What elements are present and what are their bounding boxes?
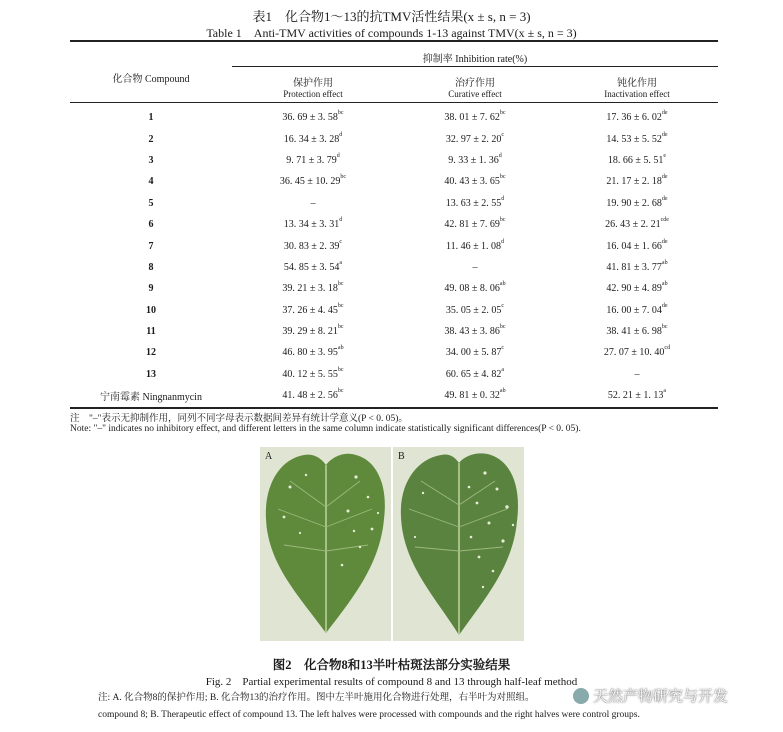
inactivation-cell-value: 27. 07 ± 10. 40 — [603, 347, 665, 359]
curative-cell-value: 49. 81 ± 0. 32 — [444, 390, 500, 402]
protection-cell-significance: d — [339, 131, 343, 138]
compound-cell — [70, 385, 232, 406]
curative-cell — [394, 278, 556, 299]
curative-header-en: Curative effect — [448, 89, 502, 99]
inactivation-cell-value: 26. 43 ± 2. 21 — [605, 219, 661, 231]
inactivation-cell-value: 18. 66 ± 5. 51 — [607, 154, 664, 166]
curative-cell-value: 35. 05 ± 2. 05 — [445, 304, 502, 316]
inactivation-cell-value: 16. 00 ± 7. 04 — [606, 304, 662, 316]
curative-cell — [394, 342, 556, 363]
protection-cell — [232, 257, 394, 278]
protection-cell-value: 39. 29 ± 8. 21 — [282, 326, 338, 338]
inactivation-cell-significance: de — [661, 238, 668, 245]
leaf-b-drawing — [393, 447, 524, 641]
inactivation-cell — [556, 385, 718, 406]
protection-cell-significance: bc — [337, 281, 344, 288]
curative-cell — [394, 321, 556, 342]
table-caption-cn: 表1 化合物1～13的抗TMV活性结果(x ± s, n = 3) — [252, 9, 531, 24]
inactivation-cell-value: 38. 41 ± 6. 98 — [606, 326, 662, 338]
inactivation-cell — [556, 128, 718, 149]
table-row — [70, 235, 718, 256]
protection-cell-value: – — [310, 197, 316, 209]
inactivation-cell-value: 52. 21 ± 1. 13 — [607, 390, 664, 402]
protection-cell-value: 30. 83 ± 2. 39 — [283, 240, 340, 252]
compound-cell — [70, 193, 232, 214]
figure-note-cn: 注: A. 化合物8的保护作用; B. 化合物13的治疗作用。图中左半叶施用化合物进行处理，右半叶为对照组。 — [98, 693, 535, 703]
table-body — [70, 107, 718, 406]
panel-a-label: A — [265, 451, 273, 462]
curative-cell-value: 13. 63 ± 2. 55 — [445, 197, 502, 209]
curative-cell — [394, 235, 556, 256]
table-row — [70, 385, 718, 406]
watermark: 天然产物研究与开发 — [593, 687, 729, 705]
curative-cell-significance: bc — [499, 110, 506, 117]
protection-cell — [232, 235, 394, 256]
protection-cell-value: 36. 69 ± 3. 58 — [282, 112, 338, 124]
curative-cell-significance: d — [501, 238, 505, 245]
protection-cell-value: 40. 12 ± 5. 55 — [282, 368, 338, 380]
curative-cell — [394, 364, 556, 385]
curative-cell-value: 38. 43 ± 3. 86 — [444, 326, 500, 338]
protection-header-en: Protection effect — [283, 89, 343, 99]
protection-cell — [232, 193, 394, 214]
compound-cell-value: 8 — [148, 261, 154, 273]
protection-cell — [232, 150, 394, 171]
curative-header-cn: 治疗作用 — [455, 78, 495, 89]
protection-cell-significance: bc — [337, 388, 344, 395]
table-top-rule — [70, 40, 718, 42]
inactivation-cell-significance: de — [661, 302, 668, 309]
compound-cell — [70, 235, 232, 256]
inactivation-cell-value: 17. 36 ± 6. 02 — [606, 112, 662, 124]
compound-cell-value: 7 — [148, 240, 154, 252]
inactivation-cell — [556, 321, 718, 342]
inactivation-cell — [556, 150, 718, 171]
inactivation-cell — [556, 364, 718, 385]
table-row — [70, 150, 718, 171]
table-note-cn: 注 "–"表示无抑制作用，同列不同字母表示数据间差异有统计学意义(P < 0. 05)。 — [70, 414, 408, 424]
curative-cell — [394, 128, 556, 149]
table-row — [70, 278, 718, 299]
protection-cell-value: 9. 71 ± 3. 79 — [286, 154, 337, 166]
figure-caption-en: Fig. 2 Partial experimental results of compound 8 and 13 through half-leaf method — [205, 676, 578, 688]
table-caption-en: Table 1 Anti-TMV activities of compounds 1-13 against TMV(x ± s, n = 3) — [206, 26, 577, 40]
protection-cell — [232, 171, 394, 192]
inactivation-cell — [556, 107, 718, 128]
inactivation-cell-significance: cd — [664, 345, 671, 352]
inactivation-cell-significance: ab — [661, 259, 668, 266]
curative-cell-significance: c — [501, 302, 505, 309]
table-row — [70, 364, 718, 385]
table-row — [70, 214, 718, 235]
protection-cell-value: 36. 45 ± 10. 29 — [279, 176, 341, 188]
compound-cell-value: 6 — [148, 219, 154, 231]
compound-cell-value: 11 — [146, 326, 156, 338]
compound-cell — [70, 364, 232, 385]
figure-note-en: compound 8; B. Therapeutic effect of compound 13. The left halves were processed with compounds and the right halves were control groups. — [98, 710, 640, 720]
protection-cell-significance: ab — [337, 345, 344, 352]
curative-cell-value: 32. 97 ± 2. 20 — [445, 133, 502, 145]
inactivation-cell-value: 41. 81 ± 3. 77 — [606, 261, 662, 273]
inactivation-cell — [556, 235, 718, 256]
inactivation-cell — [556, 257, 718, 278]
compound-cell — [70, 128, 232, 149]
protection-cell-value: 41. 48 ± 2. 56 — [282, 390, 338, 402]
table-bottom-rule — [70, 407, 718, 409]
inhibition-rate-header: 抑制率 Inhibition rate(%) — [422, 54, 528, 65]
compound-cell — [70, 214, 232, 235]
protection-cell-significance: bc — [337, 302, 344, 309]
compound-cell — [70, 278, 232, 299]
compound-cell — [70, 150, 232, 171]
curative-cell-value: 42. 81 ± 7. 69 — [444, 219, 500, 231]
inactivation-cell — [556, 171, 718, 192]
curative-cell-value: 11. 46 ± 1. 08 — [445, 240, 502, 252]
protection-cell-significance: a — [339, 259, 343, 266]
protection-header-cn: 保护作用 — [293, 78, 333, 89]
inactivation-cell-significance: de — [661, 131, 668, 138]
compound-cell-value: 4 — [148, 176, 154, 188]
table-note-en: Note: "–" indicates no inhibitory effect, and different letters in the same column indicate statistically significant differences(P < 0. 05). — [70, 424, 581, 434]
curative-cell-value: 34. 00 ± 5. 87 — [445, 347, 502, 359]
inactivation-cell — [556, 300, 718, 321]
curative-cell-significance: ab — [499, 281, 506, 288]
curative-cell-value: 49. 08 ± 8. 06 — [444, 283, 500, 295]
inactivation-cell-value: 14. 53 ± 5. 52 — [606, 133, 662, 145]
compound-cell-value: 9 — [148, 283, 154, 295]
inactivation-cell-significance: de — [661, 110, 668, 117]
inactivation-cell-value: – — [634, 368, 640, 380]
protection-cell-value: 13. 34 ± 3. 31 — [283, 219, 340, 231]
compound-cell — [70, 171, 232, 192]
protection-cell-significance: bc — [337, 324, 344, 331]
inactivation-cell-significance: de — [661, 195, 668, 202]
curative-cell-value: – — [472, 261, 478, 273]
curative-cell — [394, 257, 556, 278]
protection-cell — [232, 300, 394, 321]
curative-cell-value: 60. 65 ± 4. 82 — [445, 368, 502, 380]
protection-cell — [232, 385, 394, 406]
protection-cell — [232, 107, 394, 128]
leaf-photo-b — [393, 447, 524, 641]
curative-cell — [394, 300, 556, 321]
curative-cell-significance: bc — [499, 174, 506, 181]
table-row — [70, 342, 718, 363]
watermark-logo-icon — [573, 688, 589, 704]
compound-cell — [70, 107, 232, 128]
compound-cell-value: 3 — [148, 154, 154, 166]
table-row — [70, 300, 718, 321]
protection-cell-value: 39. 21 ± 3. 18 — [282, 283, 338, 295]
curative-cell — [394, 385, 556, 406]
inactivation-cell-significance: e — [663, 152, 667, 159]
curative-cell — [394, 193, 556, 214]
inactivation-cell-significance: de — [661, 174, 668, 181]
inactivation-cell-value: 16. 04 ± 1. 66 — [606, 240, 662, 252]
protection-cell — [232, 214, 394, 235]
protection-cell — [232, 364, 394, 385]
table-row — [70, 257, 718, 278]
curative-cell-significance: c — [501, 131, 505, 138]
activity-table — [70, 107, 718, 406]
header-bottom-rule — [70, 102, 718, 103]
protection-cell-value: 46. 80 ± 3. 95 — [282, 347, 338, 359]
table-row — [70, 321, 718, 342]
curative-cell-significance: a — [501, 366, 505, 373]
leaf-a-drawing — [260, 447, 391, 641]
curative-cell — [394, 171, 556, 192]
table-row — [70, 128, 718, 149]
protection-cell-significance: bc — [337, 110, 344, 117]
curative-cell — [394, 214, 556, 235]
compound-cell-value: 5 — [148, 197, 154, 209]
inactivation-cell-significance: a — [663, 388, 667, 395]
table-row — [70, 171, 718, 192]
curative-cell-significance: c — [501, 345, 505, 352]
curative-cell-significance: bc — [499, 324, 506, 331]
curative-cell-significance: ab — [499, 388, 506, 395]
inactivation-cell-significance: ab — [661, 281, 668, 288]
inactivation-cell-significance: cde — [660, 217, 669, 224]
curative-cell — [394, 150, 556, 171]
protection-cell — [232, 128, 394, 149]
compound-cell-value: 13 — [146, 368, 156, 380]
compound-cell-value: 1 — [148, 112, 154, 124]
figure-caption-cn: 图2 化合物8和13半叶枯斑法部分实验结果 — [272, 658, 511, 672]
inactivation-cell — [556, 342, 718, 363]
table-row — [70, 107, 718, 128]
protection-cell — [232, 342, 394, 363]
curative-cell-significance: bc — [499, 217, 506, 224]
table-row — [70, 193, 718, 214]
inactivation-cell-significance: bc — [661, 324, 668, 331]
compound-cell-value: 2 — [148, 133, 154, 145]
protection-cell-value: 16. 34 ± 3. 28 — [283, 133, 340, 145]
curative-cell-value: 38. 01 ± 7. 62 — [444, 112, 500, 124]
inactivation-cell — [556, 278, 718, 299]
panel-b-label: B — [398, 451, 405, 462]
inactivation-header-cn: 钝化作用 — [617, 78, 657, 89]
compound-cell-value: 宁南霉素 Ningnanmycin — [100, 392, 202, 404]
compound-cell — [70, 257, 232, 278]
inactivation-cell-value: 42. 90 ± 4. 89 — [606, 283, 662, 295]
compound-cell — [70, 321, 232, 342]
protection-cell-significance: d — [339, 217, 343, 224]
inactivation-header — [556, 74, 718, 99]
protection-cell-value: 54. 85 ± 3. 54 — [283, 261, 340, 273]
inactivation-cell-value: 19. 90 ± 2. 68 — [606, 197, 662, 209]
protection-cell — [232, 278, 394, 299]
protection-header — [232, 74, 394, 99]
compound-cell — [70, 300, 232, 321]
protection-cell-significance: bc — [337, 366, 344, 373]
inactivation-header-en: Inactivation effect — [604, 89, 670, 99]
curative-cell-significance: d — [498, 152, 502, 159]
compound-cell-value: 12 — [146, 347, 156, 359]
curative-cell-value: 40. 43 ± 3. 65 — [444, 176, 500, 188]
curative-cell-value: 9. 33 ± 1. 36 — [448, 154, 499, 166]
inactivation-cell-value: 21. 17 ± 2. 18 — [606, 176, 662, 188]
protection-cell-significance: bc — [340, 174, 347, 181]
compound-header: 化合物 Compound — [112, 74, 190, 85]
curative-header — [394, 74, 556, 99]
protection-cell-value: 37. 26 ± 4. 45 — [282, 304, 338, 316]
protection-cell-significance: c — [339, 238, 343, 245]
inactivation-cell — [556, 214, 718, 235]
header-sub-rule — [232, 66, 718, 67]
compound-cell-value: 10 — [146, 304, 156, 316]
inactivation-cell — [556, 193, 718, 214]
curative-cell-significance: d — [501, 195, 505, 202]
protection-cell — [232, 321, 394, 342]
protection-cell-significance: d — [336, 152, 340, 159]
compound-cell — [70, 342, 232, 363]
leaf-photo-a — [260, 447, 391, 641]
curative-cell — [394, 107, 556, 128]
